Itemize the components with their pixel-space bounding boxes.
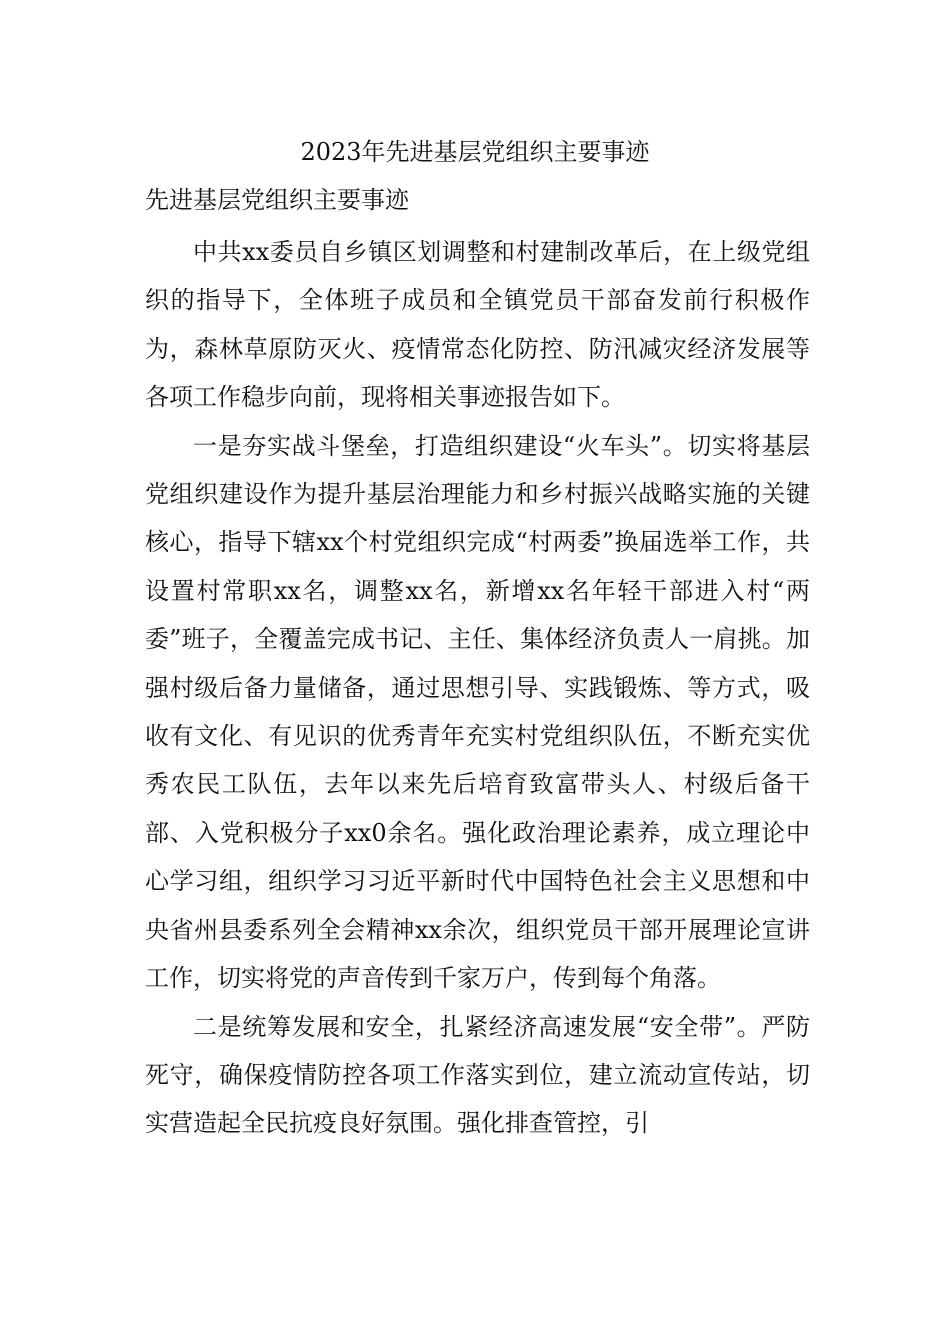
document-subtitle: 先进基层党组织主要事迹 <box>145 186 409 214</box>
paragraph-development-safety: 二是统筹发展和安全，扎紧经济高速发展“安全带”。严防死守，确保疫情防控各项工作落实到位，建立流动宣传站，切实营造起全民抗疫良好氛围。强化排查管控，引 <box>145 1012 810 1138</box>
document-title: 2023年先进基层党组织主要事迹 <box>300 138 650 166</box>
paragraph-intro: 中共xx委员自乡镇区划调整和村建制改革后，在上级党组织的指导下，全体班子成员和全镇党员干部奋发前行积极作为，森林草原防灭火、疫情常态化防控、防汛减灾经济发展等各项工作稳步向前，现将相关事迹报告如下。 <box>145 238 810 412</box>
document-body <box>145 228 810 1148</box>
paragraph-organization-building: 一是夯实战斗堡垒，打造组织建设“火车头”。切实将基层党组织建设作为提升基层治理能力和乡村振兴战略实施的关键核心，指导下辖xx个村党组织完成“村两委”换届选举工作，共设置村常职xx名，调整xx名，新增xx名年轻干部进入村“两委”班子，全覆盖完成书记、主任、集体经济负责人一肩挑。加强村级后备力量储备，通过思想引导、实践锻炼、等方式，吸收有文化、有见识的优秀青年充实村党组织队伍，不断充实优秀农民工队伍，去年以来先后培育致富带头人、村级后备干部、入党积极分子xx0余名。强化政治理论素养，成立理论中心学习组，组织学习习近平新时代中国特色社会主义思想和中央省州县委系列全会精神xx余次，组织党员干部开展理论宣讲工作，切实将党的声音传到千家万户，传到每个角落。 <box>145 431 810 993</box>
